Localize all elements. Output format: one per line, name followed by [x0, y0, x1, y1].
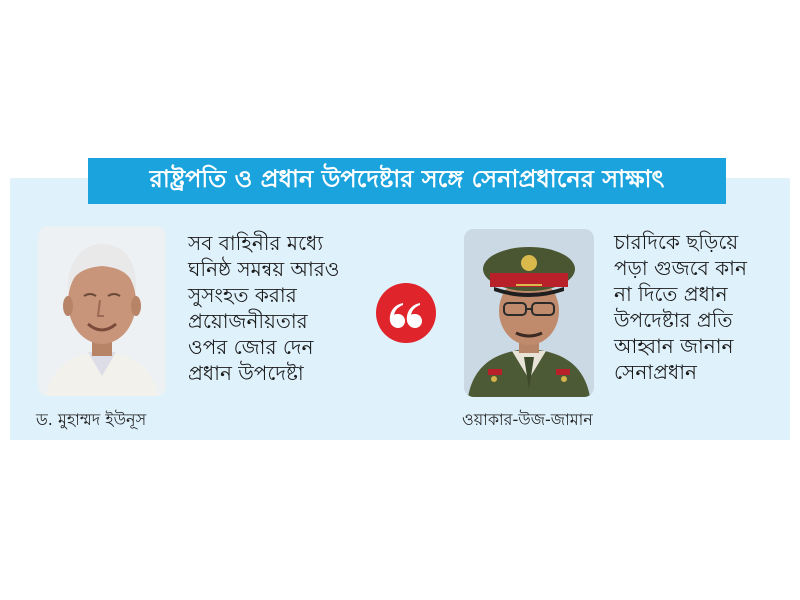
quote-line: চারদিকে ছড়িয়ে	[614, 230, 739, 254]
headline-text: রাষ্ট্রপতি ও প্রধান উপদেষ্টার সঙ্গে সেনাপ্রধানের সাক্ষাৎ	[149, 165, 665, 193]
quote-line: আহ্বান জানান	[614, 334, 734, 358]
portrait-yunus	[38, 226, 166, 396]
caption-right: ওয়াকার-উজ-জামান	[462, 410, 593, 429]
quote-icon	[376, 283, 436, 343]
quote-line: প্রধান উপদেষ্টা	[188, 361, 304, 385]
quote-line: না দিতে প্রধান	[614, 282, 728, 306]
portrait-army-chief	[464, 229, 594, 397]
quote-line: সেনাপ্রধান	[614, 360, 697, 384]
headline-banner	[88, 156, 726, 204]
quote-line: উপদেষ্টার প্রতি	[614, 308, 733, 332]
quote-left	[188, 230, 378, 386]
quote-line: ওপর জোর দেন	[188, 335, 314, 359]
quote-right	[614, 229, 790, 385]
quote-line: সুসংহত করার	[188, 283, 297, 307]
quote-line: ঘনিষ্ঠ সমন্বয় আরও	[188, 257, 340, 281]
quote-line: সব বাহিনীর মধ্যে	[188, 231, 324, 255]
quote-line: প্রয়োজনীয়তার	[188, 309, 308, 333]
caption-left: ড. মুহাম্মদ ইউনূস	[36, 410, 147, 429]
quote-line: পড়া গুজবে কান	[614, 256, 747, 280]
